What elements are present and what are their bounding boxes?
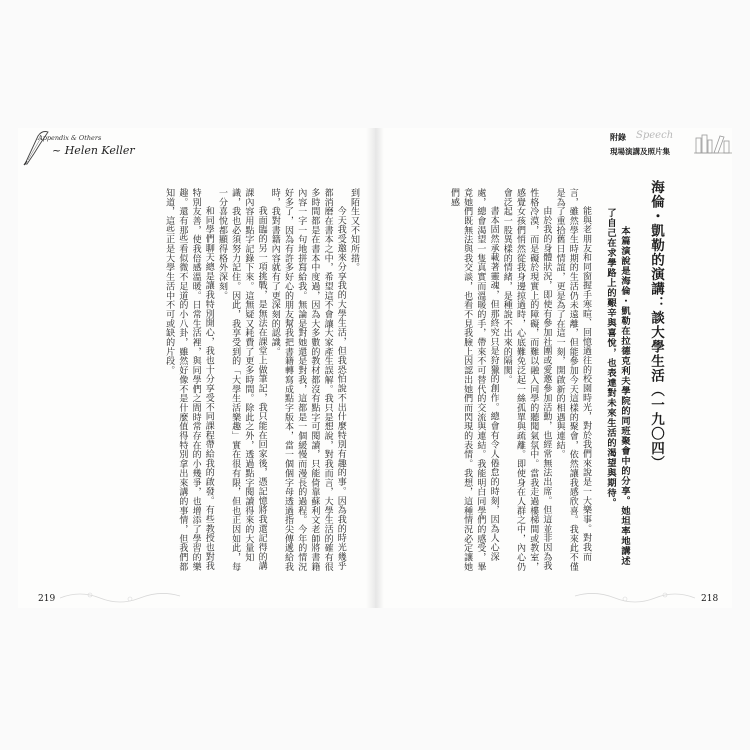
right-page-body <box>395 188 592 578</box>
intro-paragraph: 本篇演說是海倫・凱勒在拉德克利夫學院的同班聚會中的分享。她坦率地講述了自己在求學路上的艱辛與喜悅，也表達對未來生活的渴望與期待。 <box>605 208 630 567</box>
books-icon <box>694 132 732 154</box>
body-paragraph: 能與老朋友和同窗握手寒暄、回憶過往的校園時光，對於我們來說是一大樂事。對我而言，雖然學生時期的生活仍未遠離，但能參加今天這樣的聚會，依然讓我感欣喜。我來此不僅是為了重拾舊日情誼，更是為了在這一刻，開啟新的相遇與連結。 <box>554 188 591 572</box>
body-paragraph: 書本固然承載著靈魂，但那終究只是狩獵的創作。總會有令人倦怠的時刻，因為人心深處，總會渴望一隻真實而溫暖的手，帶來不可替代的交流與連結。我能明白同學們的感受，畢竟她們既無法與我交談，也看不見我臉上因認出她們而閃現的表情。我想，這種情況必定讓她們感 <box>448 188 499 572</box>
speech-introduction <box>603 208 631 573</box>
body-paragraph: 由於我的身體狀況，即使有參加社團或愛邀參加活動，也經常無法出席。但這並非因為我性格冷漠，而是礙於現實上的障礙，而難以融入同學的聽聞氣氛中。當我走過樓梯間或教室，感覺女孩們悄然從我身邊掠過時，心底難免泛起一絲孤單與疏離。即使身在人群之中，內心仍會泛起一股異樣的情緒，是種說不出來的隔閡。 <box>501 188 552 572</box>
page-number-left: 219 <box>38 594 56 604</box>
appendix-label: Appendix & Others <box>38 134 102 142</box>
author-name: ~ Helen Keller <box>52 144 135 157</box>
speech-title: 海倫・凱勒的演講：談大學生活（一九〇四） <box>648 180 664 470</box>
body-paragraph: 到陌生又不知所措。 <box>349 188 359 273</box>
section-subtitle: 現場演講及照片集 <box>610 147 670 156</box>
speech-title-block <box>646 180 666 570</box>
speech-script-label: Speech <box>636 130 674 141</box>
running-head-right <box>604 132 734 164</box>
body-paragraph: 今天我受邀來分享我的大學生活，但我恐怕說不出什麼特別有趣的事。因為我的時光幾乎都消磨在書本之中，希望這不會讓大家產生誤解。我只是想說，對我而言，大學生活的確有很多時間都是在書本中度過，因為大多數的教材都沒有點字可閱讀，只能倚靠蘇利文老師將書籍內容一字一句地拼寫給我。無論是對她還是對我，這都是一個緩慢而漫長的過程。今年的情況好多了，因為有許多好心的朋友幫我把書籍轉寫成點字版本，當一個個字母透過指尖傳遞給我時，我對書籍內容就有了更深刻的認識。 <box>269 188 346 572</box>
left-page-body <box>60 188 360 578</box>
appendix-tag: 附錄 <box>610 132 626 142</box>
body-paragraph: 和同學們聊天總是讓我特別開心，我也十分享受不同課程帶給我的啟發。有些教授也對我特別友善，使我倍感溫暖。日常生活裡，與同學們之間時常存在的小幾爭，也增添了學習的樂趣。還有那些看似微不足道的小八卦，雖然好像不是什麼值得特別拿出來講的事情，但我們都知道，這些正是大學生活中不可或缺的片段。 <box>164 188 214 572</box>
body-paragraph: 我面臨的另一項挑戰，是無法在課堂上做筆記，我只能在回家後，憑記憶將我還記得的講課內容用點字記錄下來。這無疑又耗費了更多時間。除此之外，透過點字閱讀得來的大量知識，我也必須努力記住。因此，我享受到的「大學生活樂趣」實在很有限，但也正因如此，每一分喜悅都顯得格外深刻。 <box>216 188 267 572</box>
floral-footer-ornament <box>60 588 210 604</box>
running-head-left <box>22 130 202 166</box>
page-number-right: 218 <box>701 594 719 604</box>
floral-footer-ornament <box>545 588 695 604</box>
book-gutter <box>366 128 384 608</box>
